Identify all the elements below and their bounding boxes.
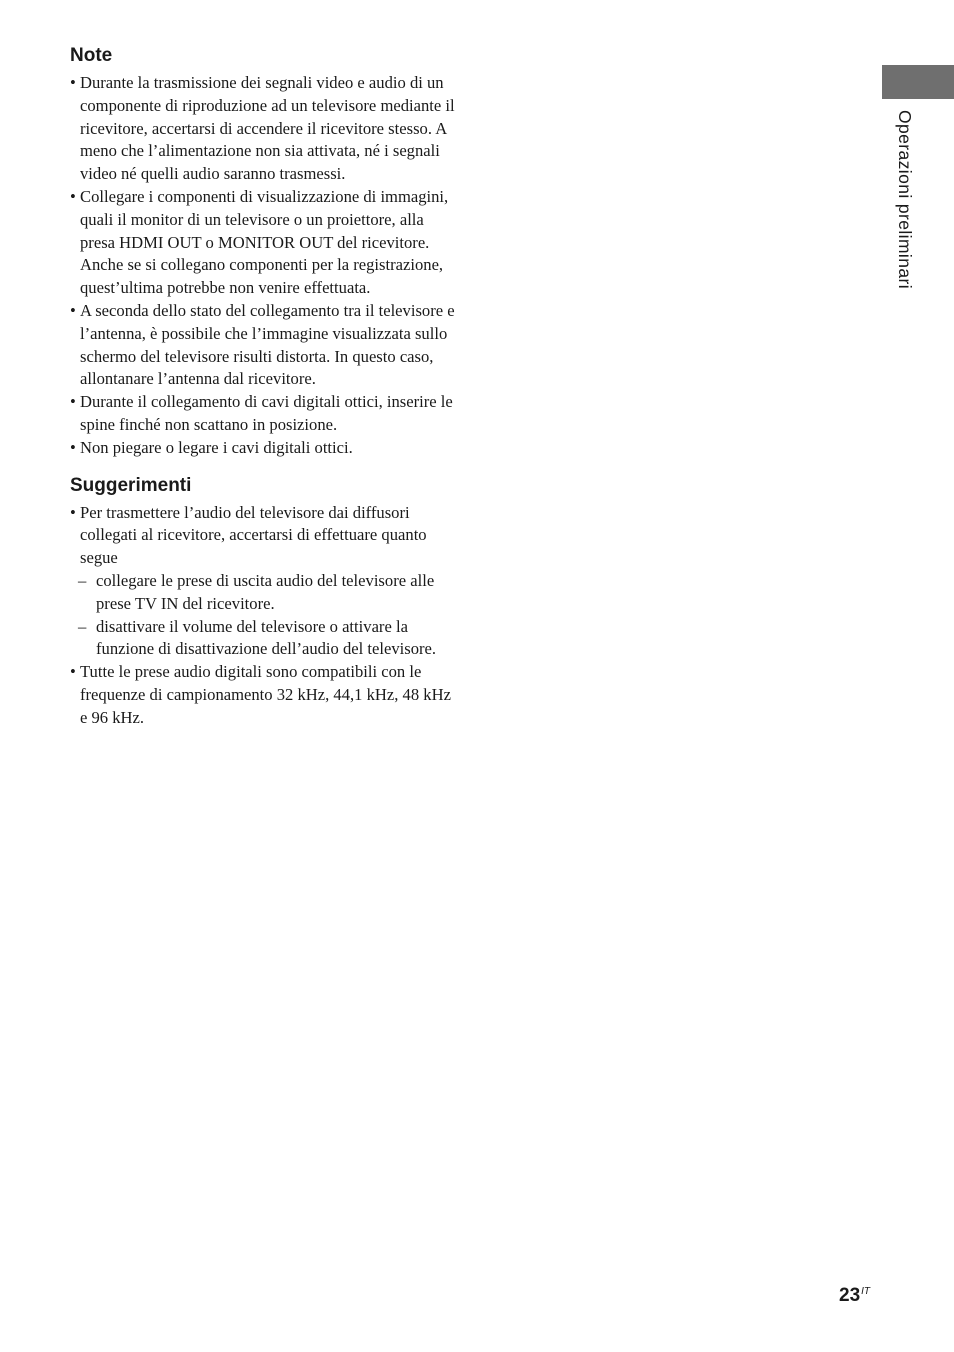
list-item: [70, 661, 462, 729]
dash-icon: –: [78, 616, 87, 636]
note-text: Durante la trasmissione dei segnali video e audio di un componente di riproduzione ad un televisore mediante il ricevitore, accertarsi di accendere il ricevitore stesso. A meno che l’alimentazione non sia attivata, né i segnali video né quelli audio saranno trasmessi.: [80, 73, 455, 184]
subtip-text: disattivare il volume del televisore o attivare la funzione di disattivazione dell’audio del televisore.: [96, 616, 437, 659]
tip-text: Tutte le prese audio digitali sono compatibili con le frequenze di campionamento 32 kHz, 44,1 kHz, 48 kHz e 96 kHz.: [80, 662, 451, 727]
note-text: Collegare i componenti di visualizzazione di immagini, quali il monitor di un televisore o un proiettore, alla presa HDMI OUT o MONITOR OUT del ricevitore. Anche se si collegano componenti per la registrazione, quest’ultima potrebbe non venire effettuata.: [80, 186, 449, 298]
tips-list: [70, 502, 462, 730]
bullet-icon: •: [70, 392, 76, 412]
list-item: [70, 502, 462, 662]
tip-sublist: [80, 570, 462, 661]
subtip-text: collegare le prese di uscita audio del televisore alle prese TV IN del ricevitore.: [96, 570, 435, 613]
note-text: Non piegare o legare i cavi digitali ottici.: [80, 437, 353, 457]
notes-heading: Note: [70, 45, 113, 66]
tip-text: Per trasmettere l’audio del televisore dai diffusori collegati al ricevitore, accertarsi di effettuare quanto segue: [80, 502, 427, 568]
note-text: A seconda dello stato del collegamento tra il televisore e l’antenna, è possibile che l’immagine visualizzata sullo schermo del televisore risulti distorta. In questo caso, allontanare l’antenna dal ricevitore.: [80, 300, 455, 389]
list-item: [70, 300, 462, 391]
bullet-icon: •: [70, 437, 76, 457]
bullet-icon: •: [70, 73, 76, 92]
note-text: Durante il collegamento di cavi digitali ottici, inserire le spine finché non scattano in posizione.: [80, 392, 453, 434]
bullet-icon: •: [70, 662, 76, 682]
main-column: [70, 44, 462, 730]
sublist-item: [80, 570, 462, 616]
page-language-suffix: IT: [861, 1286, 871, 1297]
bullet-icon: •: [70, 300, 76, 320]
bullet-icon: •: [70, 186, 76, 206]
list-item: [70, 72, 462, 186]
list-item: [70, 391, 462, 437]
section-side-label: Operazioni preliminari: [895, 110, 915, 290]
page-number-value: 23: [839, 1285, 861, 1306]
dash-icon: –: [78, 570, 87, 590]
notes-list: [70, 72, 462, 460]
list-item: [70, 437, 462, 460]
sublist-item: [80, 616, 462, 662]
list-item: [70, 186, 462, 300]
page-number: [839, 1280, 870, 1308]
section-tab-marker: [882, 65, 954, 99]
bullet-icon: •: [70, 502, 76, 522]
tips-heading: Suggerimenti: [70, 474, 192, 496]
